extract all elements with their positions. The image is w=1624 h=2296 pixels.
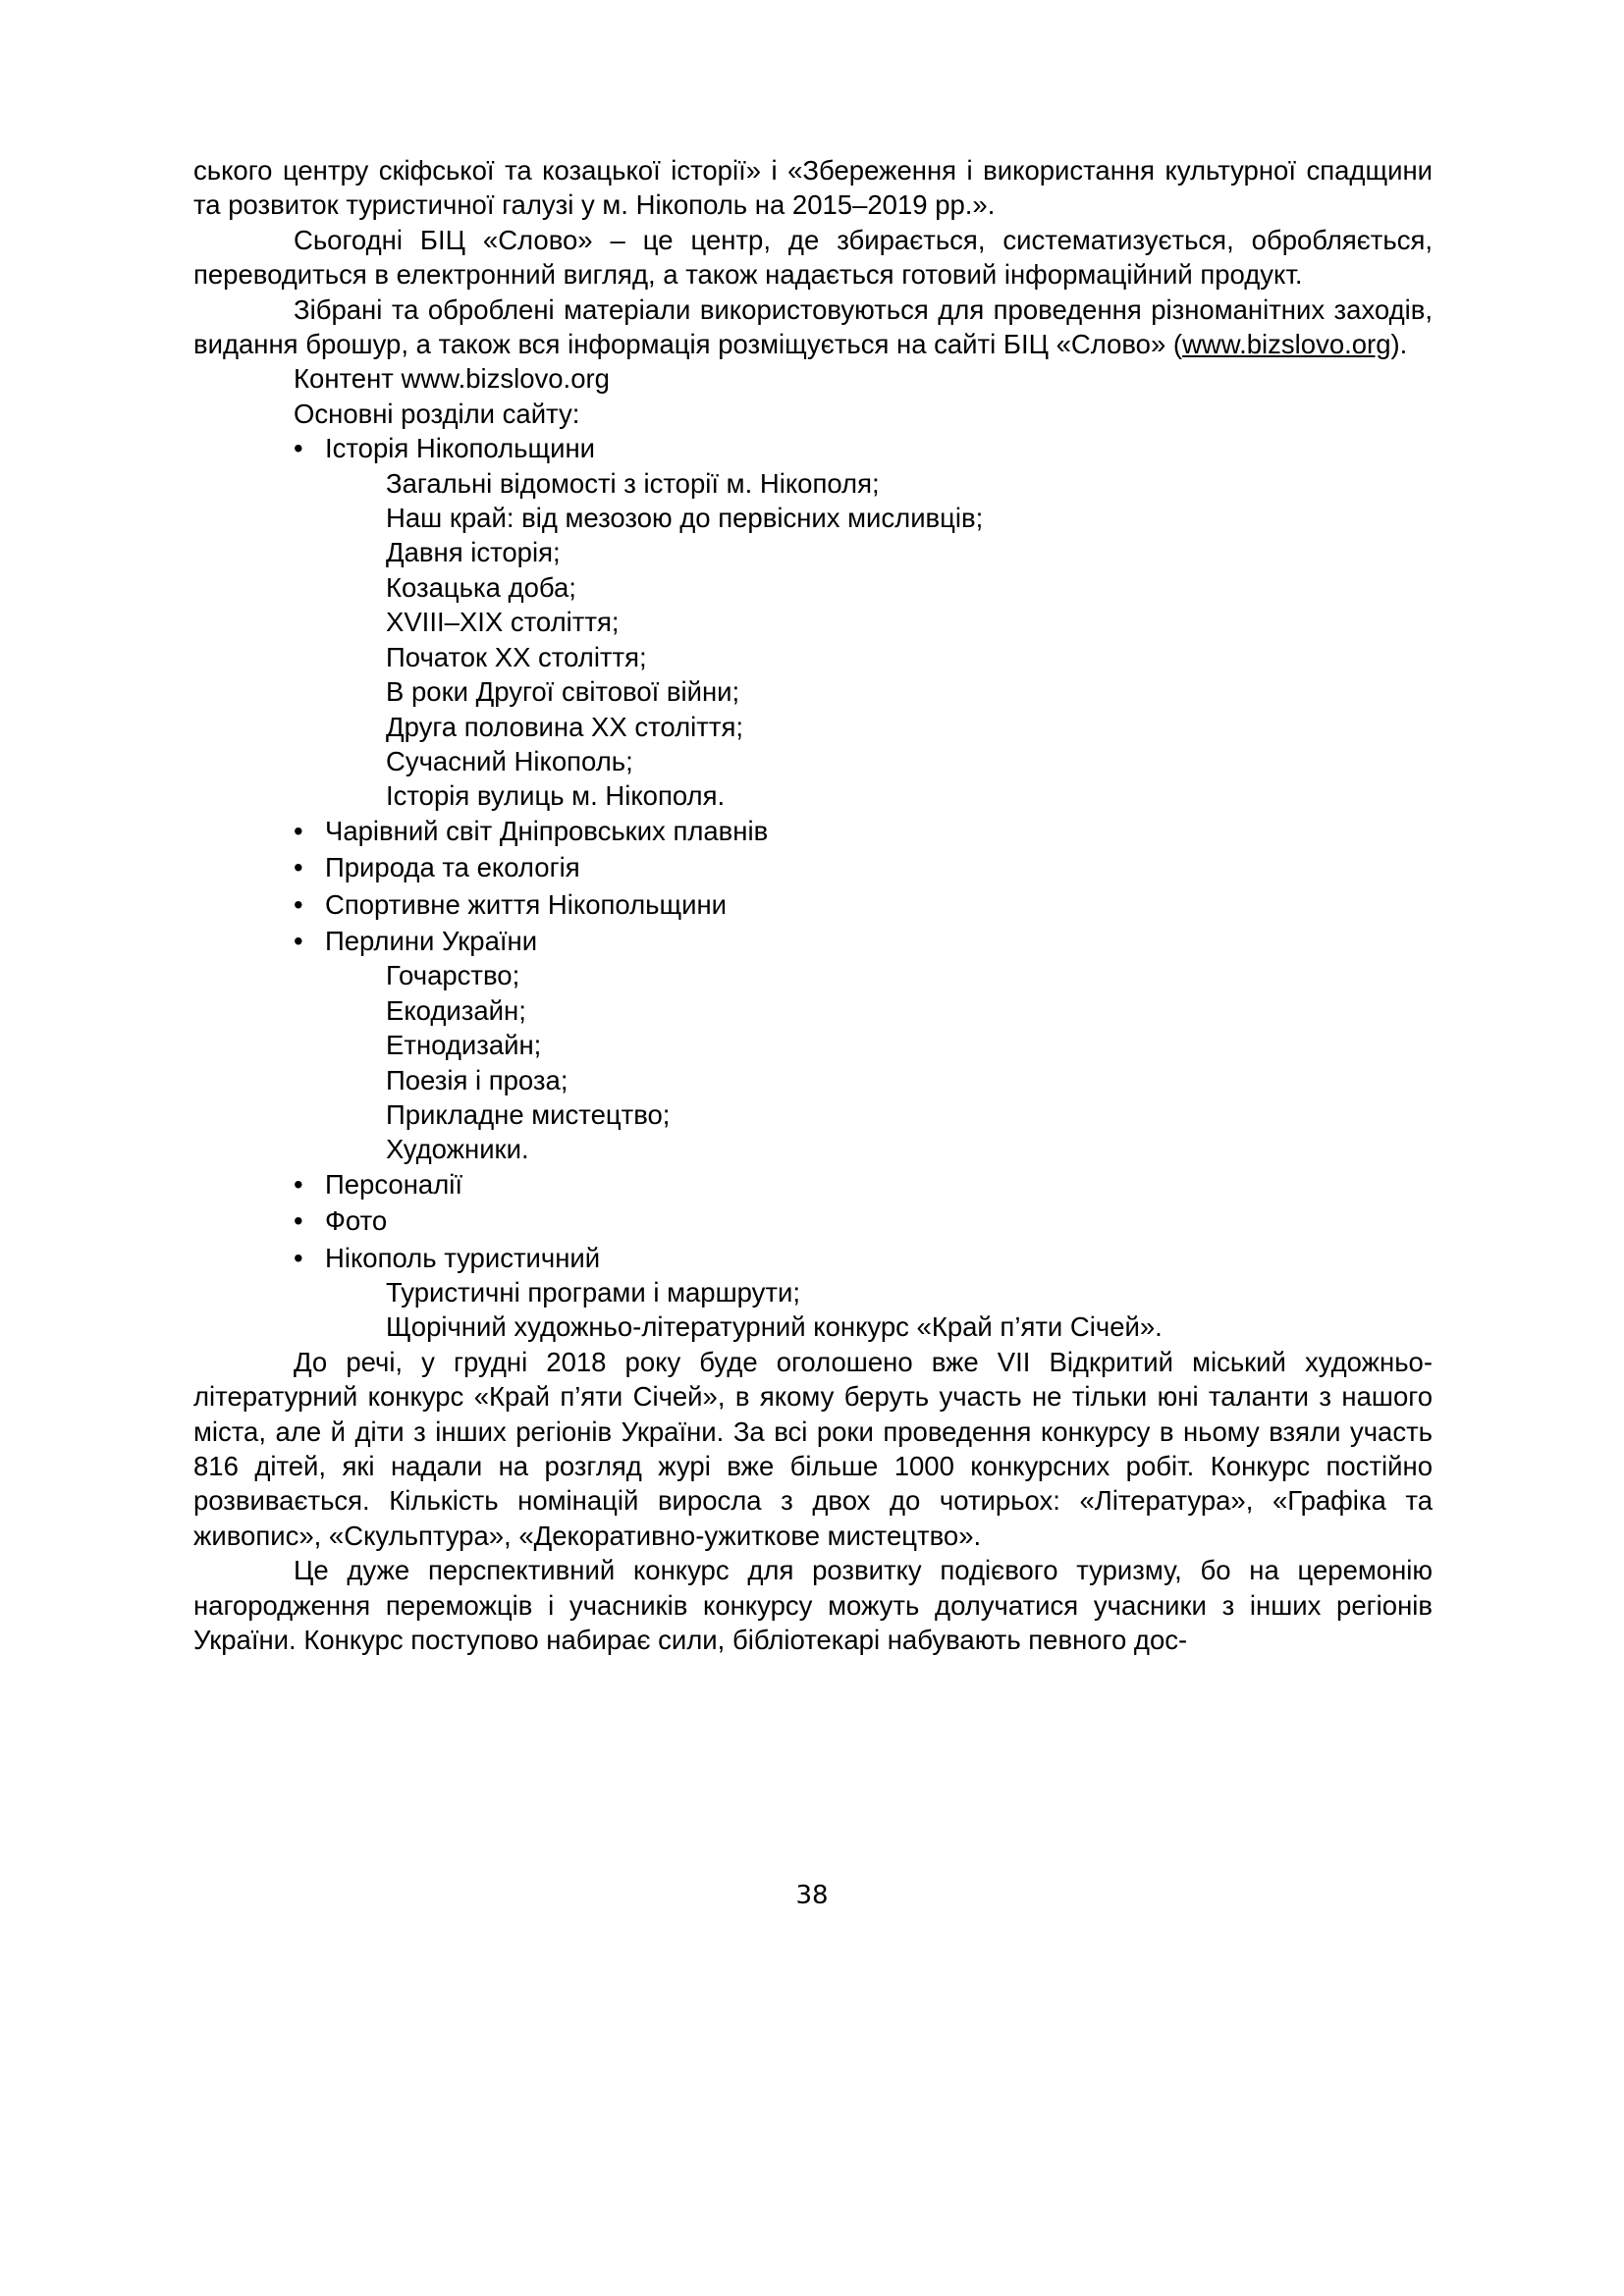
subsection-item: Давня історія; [386,537,561,568]
subsection-item: Поезія і проза; [386,1064,568,1095]
website-link[interactable]: www.bizslovo.org [1182,329,1391,360]
subsection-item: Початок XX століття; [386,641,647,672]
subsection-item: Історія вулиць м. Нікополя. [386,780,726,812]
section-title: Фото [325,1205,388,1237]
bullet-icon: • [294,852,303,883]
section-title: Персоналії [325,1168,462,1200]
subsection-item: Друга половина XX століття; [386,711,743,742]
paragraph-materials-text: Зібрані та оброблені матеріали використовуються для проведення різноманітних заходів, видання брошур, а також вся інформація розміщується на сайті БІЦ «Слово» ( [193,294,1433,360]
content-line: Контент www.bizslovo.org [294,363,610,395]
paragraph-materials-usage [193,293,1433,362]
paragraph-materials-end: ). [1390,329,1408,360]
subsection-item: Козацька доба; [386,571,576,603]
subsection-item: Щорічний художньо-літературний конкурс «Край п’яти Січей». [386,1311,1163,1343]
section-item [193,850,1433,884]
section-title: Спортивне життя Нікопольщини [325,888,727,920]
section-item [193,431,1433,465]
section-title: Перлини України [325,925,538,956]
section-title: Нікополь туристичний [325,1242,601,1273]
paragraph-contest: До речі, у грудні 2018 року буде оголошено вже VII Відкритий міський художньо-літературний конкурс «Край п’яти Січей», в якому беруть участь не тільки юні таланти з нашого міста, але й діти з інших регіонів України. За всі роки проведення конкурсу в ньому взяли участь 816 дітей, які надали на розгляд журі вже більше 1000 конкурсних робіт. Конкурс постійно розвивається. Кількість номінацій виросла з двох до чотирьох: «Література», «Графіка та живопис», «Скульптура», «Декоративно-ужиткове мистецтво». [193,1346,1433,1551]
section-title: Історія Нікопольщини [325,433,595,464]
paragraph-bic-slovo-center: Сьогодні БІЦ «Слово» – це центр, де збирається, систематизується, обробляється, переводиться в електронний вигляд, а також надається готовий інформаційний продукт. [193,224,1433,291]
subsection-list [193,958,1433,1166]
section-item [193,1167,1433,1201]
subsection-item: Загальні відомості з історії м. Нікополя; [386,467,880,499]
subsection-list [193,466,1433,814]
sections-heading: Основні розділи сайту: [294,398,580,429]
bullet-icon: • [294,815,303,846]
subsection-item: Туристичні програми і маршрути; [386,1277,800,1308]
subsection-list [193,1275,1433,1345]
subsection-item: Екодизайн; [386,994,526,1026]
subsection-item: Прикладне мистецтво; [386,1098,671,1130]
section-title: Чарівний світ Дніпровських плавнів [325,815,769,846]
paragraph-event-tourism: Це дуже перспективний конкурс для розвитку подієвого туризму, бо на церемонію нагородження переможців і учасників конкурсу можуть долучатися учасники з інших регіонів України. Конкурс поступово набирає сили, бібліотекарі набувають певного дос- [193,1555,1433,1656]
section-title: Природа та екологія [325,852,580,883]
section-item [193,924,1433,958]
site-sections-list [193,431,1433,1345]
subsection-item: Сучасний Нікополь; [386,745,633,776]
section-item [193,1241,1433,1275]
section-item [193,887,1433,922]
subsection-group [193,958,1433,1166]
document-page [193,153,1433,1657]
subsection-item: Художники. [386,1134,529,1165]
subsection-item: Наш край: від мезозою до первісних мисливців; [386,503,984,534]
bullet-icon: • [294,888,303,920]
bullet-icon: • [294,433,303,464]
bullet-icon: • [294,1205,303,1237]
subsection-group [193,1275,1433,1345]
subsection-group [193,466,1433,814]
section-item [193,814,1433,848]
paragraph-heritage-programs: ського центру скіфської та козацької історії» і «Збереження і використання культурної спадщини та розвиток туристичної галузі у м. Нікополь на 2015–2019 рр.». [193,155,1433,221]
subsection-item: Етнодизайн; [386,1030,542,1061]
bullet-icon: • [294,1168,303,1200]
subsection-item: Гочарство; [386,960,520,991]
bullet-icon: • [294,925,303,956]
page-number: 38 [795,1881,829,1910]
subsection-item: XVIII–XIX століття; [386,607,620,638]
subsection-item: В роки Другої світової війни; [386,676,740,708]
section-item [193,1203,1433,1238]
bullet-icon: • [294,1242,303,1273]
